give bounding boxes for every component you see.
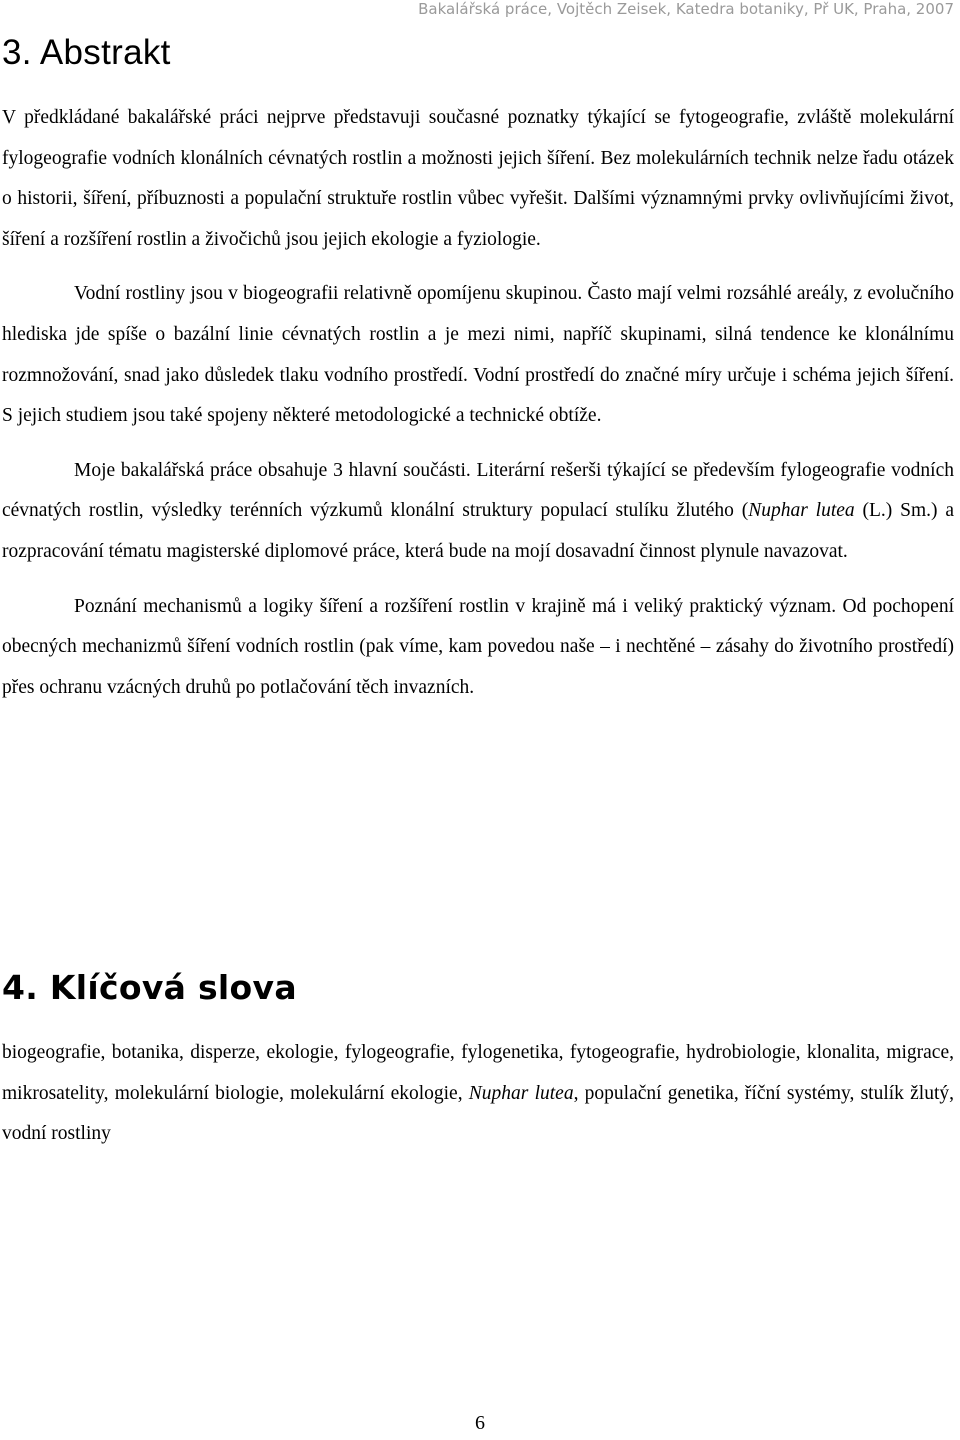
- abstract-paragraph-2: Vodní rostliny jsou v biogeografii relativně opomíjenu skupinou. Často mají velmi rozsáhlé areály, z evolučního hlediska jde spíše o bazální linie cévnatých rostlin a je mezi nimi, napříč skupinami, silná tendence ke klonálnímu rozmnožování, snad jako důsledek tlaku vodního prostředí. Vodní prostředí do značné míry určuje i schéma jejich šíření. S jejich studiem jsou také spojeny některé metodologické a technické obtíže.: [2, 283, 954, 427]
- running-header: Bakalářská práce, Vojtěch Zeisek, Katedra botaniky, Př UK, Praha, 2007: [418, 0, 954, 18]
- keywords-body: [2, 1033, 954, 1155]
- keywords-text-end: , populační genetika, říční systémy, stulík žlutý, vodní rostliny: [2, 1082, 954, 1145]
- keywords-list: [2, 1033, 954, 1155]
- abstract-heading: 3. Abstrakt: [2, 33, 171, 72]
- abstract-body: [2, 98, 954, 708]
- abstract-paragraph-3: [2, 451, 954, 573]
- keywords-text-start: biogeografie, botanika, disperze, ekologie, fylogeografie, fylogenetika, fytogeografie, hydrobiologie, klonalita, migrace, mikrosatelity, molekulární biologie, molekulární ekologie,: [2, 1042, 954, 1104]
- abstract-paragraph-1: V předkládané bakalářské práci nejprve představuji současné poznatky týkající se fytogeografie, zvláště molekulární fylogeografie vodních klonálních cévnatých rostlin a možnosti jejich šíření. Bez molekulárních technik nelze řadu otázek o historii, šíření, příbuznosti a populační struktuře rostlin vůbec vyřešit. Dalšími významnými prvky ovlivňujícími život, šíření a rozšíření rostlin a živočichů jsou jejich ekologie a fyziologie.: [2, 107, 954, 250]
- keyword-species-italic: Nuphar lutea: [468, 1082, 574, 1104]
- abstract-paragraph-4: Poznání mechanismů a logiky šíření a rozšíření rostlin v krajině má i veliký praktický význam. Od pochopení obecných mechanizmů šíření vodních rostlin (pak víme, kam povedou naše – i nechtěné – zásahy do životního prostředí) přes ochranu vzácných druhů po potlačování těch invazních.: [2, 595, 954, 698]
- paragraph-3-text-start: Moje bakalářská práce obsahuje 3 hlavní součásti. Literární rešerši týkající se především fylogeografie vodních cévnatých rostlin, výsledky terénních výzkumů klonální struktury populací stulíku žlutého (: [2, 459, 954, 522]
- paragraph-3-text-end: (L.) Sm.) a rozpracování tématu magisterské diplomové práce, která bude na mojí dosavadní činnost plynule navazovat.: [2, 500, 954, 562]
- species-name-italic: Nuphar lutea: [748, 500, 855, 522]
- page-number: 6: [475, 1412, 485, 1434]
- keywords-heading: 4. Klíčová slova: [2, 968, 297, 1007]
